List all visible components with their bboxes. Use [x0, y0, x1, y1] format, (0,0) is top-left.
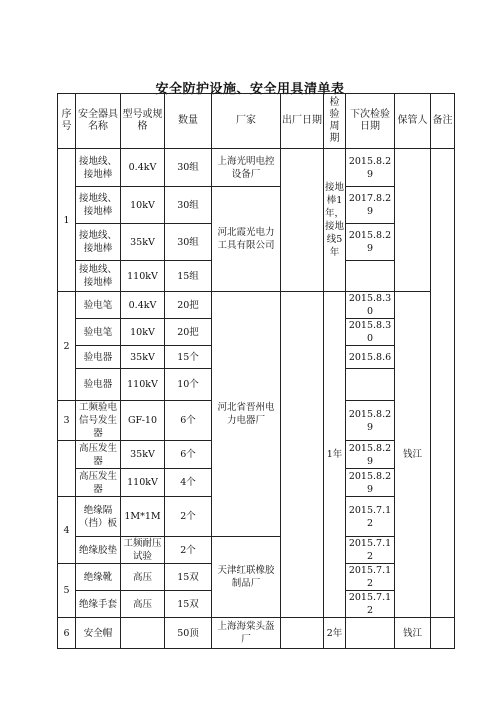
- name-cell: 接地线、接地棒: [76, 261, 121, 292]
- seq-cell: 4: [58, 497, 76, 564]
- header-cycle: 检验周期: [324, 94, 346, 149]
- next-cell: 2015.7.12: [346, 591, 395, 618]
- name-cell: 接地线、接地棒: [76, 187, 121, 224]
- table-row: [58, 618, 455, 649]
- keeper-cell: [395, 149, 431, 292]
- seq-cell: 6: [58, 618, 76, 649]
- next-cell: 2017.8.29: [346, 187, 395, 224]
- document-title: 安全防护设施、安全用具清单表: [155, 82, 345, 97]
- name-cell: 验电笔: [76, 319, 121, 346]
- qty-cell: 2个: [165, 497, 212, 537]
- remark-cell: [431, 149, 455, 618]
- qty-cell: 15组: [165, 261, 212, 292]
- name-cell: 验电笔: [76, 292, 121, 319]
- qty-cell: 20把: [165, 292, 212, 319]
- qty-cell: 30组: [165, 149, 212, 187]
- name-cell: 工频验电信号发生器: [76, 401, 121, 441]
- date-cell: [281, 618, 324, 649]
- model-cell: 10kV: [121, 319, 165, 346]
- seq-cell: 5: [58, 564, 76, 618]
- qty-cell: 15双: [165, 564, 212, 591]
- model-cell: 110kV: [121, 469, 165, 497]
- maker-cell: 上海海棠头盔厂: [212, 618, 281, 649]
- model-cell: 35kV: [121, 346, 165, 369]
- name-cell: 验电器: [76, 369, 121, 401]
- header-model: 型号或规格: [121, 94, 165, 149]
- next-cell: [346, 261, 395, 292]
- model-cell: 1M*1M: [121, 497, 165, 537]
- keeper-cell: 钱江: [395, 292, 431, 618]
- header-date: 出厂日期: [281, 94, 324, 149]
- qty-cell: 50顶: [165, 618, 212, 649]
- table-row: [58, 292, 455, 319]
- cycle-cell: 1年: [324, 292, 346, 618]
- remark-cell: [431, 618, 455, 649]
- maker-cell: 上海光明电控设备厂: [212, 149, 281, 187]
- model-cell: 工频耐压试验: [121, 537, 165, 564]
- table-row: [58, 149, 455, 187]
- cycle-cell: 接地棒1年，接地线5年: [324, 149, 346, 292]
- name-cell: 绝缘手套: [76, 591, 121, 618]
- model-cell: 高压: [121, 564, 165, 591]
- header-next: 下次检验日期: [346, 94, 395, 149]
- qty-cell: 2个: [165, 537, 212, 564]
- header-maker: 厂家: [212, 94, 281, 149]
- maker-cell: 河北霞光电力工具有限公司: [212, 187, 281, 292]
- header-qty: 数量: [165, 94, 212, 149]
- name-cell: 绝缘胶垫: [76, 537, 121, 564]
- model-cell: 110kV: [121, 261, 165, 292]
- qty-cell: 30组: [165, 224, 212, 261]
- header-name: 安全器具名称: [76, 94, 121, 149]
- seq-cell: [58, 441, 76, 497]
- seq-cell: 1: [58, 149, 76, 292]
- seq-cell: 3: [58, 401, 76, 441]
- keeper-cell: 钱江: [395, 618, 431, 649]
- model-cell: 35kV: [121, 441, 165, 469]
- name-cell: 接地线、接地棒: [76, 224, 121, 261]
- qty-cell: 20把: [165, 319, 212, 346]
- qty-cell: 10个: [165, 369, 212, 401]
- qty-cell: 15双: [165, 591, 212, 618]
- model-cell: 110kV: [121, 369, 165, 401]
- name-cell: 安全帽: [76, 618, 121, 649]
- model-cell: 高压: [121, 591, 165, 618]
- maker-cell: 天津红联橡胶制品厂: [212, 537, 281, 618]
- date-cell: [281, 292, 324, 618]
- next-cell: 2015.8.29: [346, 149, 395, 187]
- next-cell: 2015.8.29: [346, 441, 395, 469]
- qty-cell: 30组: [165, 187, 212, 224]
- model-cell: 0.4kV: [121, 292, 165, 319]
- model-cell: GF-10: [121, 401, 165, 441]
- seq-cell: 2: [58, 292, 76, 401]
- header-remark: 备注: [431, 94, 455, 149]
- next-cell: 2015.7.12: [346, 497, 395, 537]
- qty-cell: 6个: [165, 441, 212, 469]
- header-keeper: 保管人: [395, 94, 431, 149]
- next-cell: 2015.8.29: [346, 469, 395, 497]
- next-cell: 2015.7.12: [346, 537, 395, 564]
- name-cell: 验电器: [76, 346, 121, 369]
- qty-cell: 6个: [165, 401, 212, 441]
- name-cell: 高压发生器: [76, 441, 121, 469]
- next-cell: 2015.8.30: [346, 319, 395, 346]
- next-cell: [346, 369, 395, 401]
- next-cell: 2015.8.29: [346, 401, 395, 441]
- inventory-table: [57, 93, 455, 649]
- name-cell: 接地线、接地棒: [76, 149, 121, 187]
- next-cell: 2015.8.6: [346, 346, 395, 369]
- header-seq: 序号: [58, 94, 76, 149]
- qty-cell: 4个: [165, 469, 212, 497]
- maker-cell: 河北省晋州电力电器厂: [212, 292, 281, 537]
- date-cell: [281, 149, 324, 292]
- header-row: [58, 94, 455, 149]
- name-cell: 绝缘靴: [76, 564, 121, 591]
- name-cell: 高压发生器: [76, 469, 121, 497]
- next-cell: [346, 618, 395, 649]
- model-cell: [121, 618, 165, 649]
- cycle-cell: 2年: [324, 618, 346, 649]
- qty-cell: 15个: [165, 346, 212, 369]
- model-cell: 0.4kV: [121, 149, 165, 187]
- model-cell: 35kV: [121, 224, 165, 261]
- model-cell: 10kV: [121, 187, 165, 224]
- name-cell: 绝缘隔（挡）板: [76, 497, 121, 537]
- next-cell: 2015.7.12: [346, 564, 395, 591]
- next-cell: 2015.8.30: [346, 292, 395, 319]
- next-cell: 2015.8.29: [346, 224, 395, 261]
